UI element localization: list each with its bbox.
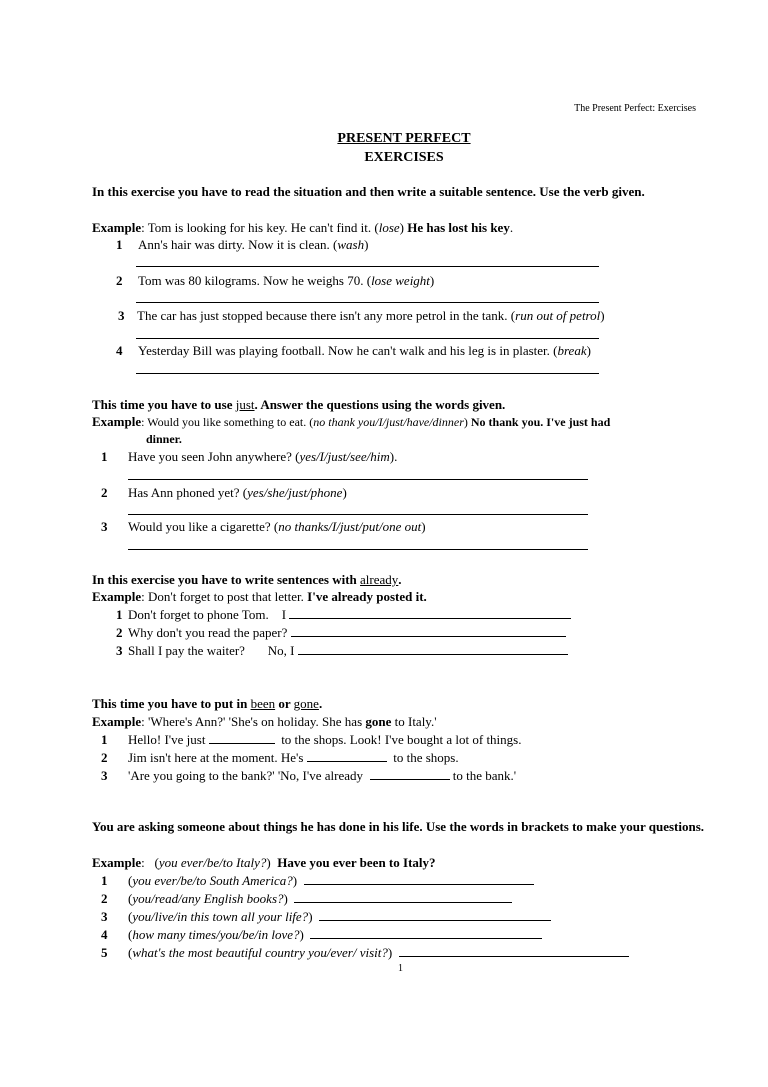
example-text: : 'Where's Ann?' 'She's on holiday. She has (141, 714, 366, 729)
instr-word: already (360, 572, 399, 587)
item-number: 3 (118, 308, 125, 323)
item-text: to the bank.' (449, 768, 517, 783)
page-number: 1 (398, 963, 403, 974)
answer-line[interactable] (136, 338, 599, 339)
answer-blank[interactable] (289, 606, 571, 619)
item-number: 5 (101, 945, 108, 960)
item-number: 3 (101, 519, 108, 534)
example-verb: lose (378, 220, 400, 235)
item-words: no thanks/I/just/put/one out (278, 519, 422, 534)
answer-blank[interactable] (319, 908, 551, 921)
s5-item-3: 3 (you/live/in this town all your life?) (101, 908, 551, 926)
example-close: ) (266, 855, 278, 870)
item-text: Don't forget to phone Tom. I (128, 607, 290, 622)
answer-line[interactable] (136, 302, 599, 303)
answer-blank[interactable] (370, 767, 450, 780)
item-close: ) (600, 308, 605, 323)
answer-blank[interactable] (304, 872, 534, 885)
s1-item-1 (116, 236, 368, 254)
item-number: 3 (101, 909, 108, 924)
item-text: Tom was 80 kilograms. Now he weighs 70. ( (138, 273, 372, 288)
s5-example (92, 854, 436, 872)
answer-blank[interactable] (294, 890, 512, 903)
s4-instruction (92, 695, 322, 713)
item-verb: break (557, 343, 587, 358)
item-words: yes/she/just/phone (247, 485, 343, 500)
s5-item-4: 4 (how many times/you/be/in love?) (101, 926, 542, 944)
s5-item-1: 1 (you ever/be/to South America?) (101, 872, 534, 890)
s4-item-1 (101, 731, 521, 749)
answer-blank[interactable] (310, 926, 542, 939)
answer-blank[interactable] (399, 944, 629, 957)
item-number: 1 (101, 873, 108, 888)
example-answer: Have you ever been to Italy? (277, 855, 436, 870)
item-number: 4 (101, 927, 108, 942)
answer-blank[interactable] (291, 624, 566, 637)
answer-line[interactable] (128, 549, 588, 550)
item-text: Ann's hair was dirty. Now it is clean. ( (138, 237, 338, 252)
s3-item-3 (116, 642, 568, 660)
instr-text: This time you have to put in (92, 696, 251, 711)
example-words: you ever/be/to Italy? (158, 855, 267, 870)
example-label: Example (92, 414, 142, 429)
example-text: : Tom is looking for his key. He can't find it. ( (141, 220, 379, 235)
s3-example (92, 588, 427, 606)
s2-instruction (92, 396, 505, 414)
item-close: ) (421, 519, 426, 534)
item-text: Would you like a cigarette? ( (128, 519, 279, 534)
example-close: ) (463, 415, 471, 429)
item-words: you/live/in this town all your life? (132, 909, 309, 924)
item-number: 1 (101, 449, 108, 464)
item-words: you/read/any English books? (132, 891, 284, 906)
answer-line[interactable] (136, 373, 599, 374)
item-close: ) (586, 343, 591, 358)
example-answer: I've already posted it. (307, 589, 427, 604)
instr-text: . (318, 696, 323, 711)
item-words: what's the most beautiful country you/ever/ visit? (132, 945, 388, 960)
s1-instruction: In this exercise you have to read the situation and then write a suitable sentence. Use the verb given. (92, 184, 645, 199)
s3-instruction (92, 571, 402, 589)
instr-text: In this exercise you have to write sentences with (92, 572, 361, 587)
example-words: no thank you/I/just/have/dinner (313, 415, 464, 429)
answer-blank[interactable] (298, 642, 568, 655)
item-verb: wash (337, 237, 365, 252)
instr-text: . Answer the questions using the words given. (254, 397, 506, 412)
s5-item-5: 5 (what's the most beautiful country you/ever/ visit?) (101, 944, 629, 962)
answer-line[interactable] (128, 479, 588, 480)
example-answer: He has lost his key (407, 220, 510, 235)
item-number: 3 (116, 643, 123, 658)
s2-item-2 (101, 484, 347, 502)
answer-line[interactable] (128, 514, 588, 515)
running-header: The Present Perfect: Exercises (574, 103, 696, 114)
item-close: ) (364, 237, 369, 252)
instr-text: . (398, 572, 402, 587)
item-text: to the shops. (386, 750, 459, 765)
item-words: yes/I/just/see/him (299, 449, 390, 464)
example-text: : ( (141, 855, 159, 870)
item-text: Jim isn't here at the moment. He's (128, 750, 307, 765)
instr-word: gone (293, 696, 319, 711)
item-text: Have you seen John anywhere? ( (128, 449, 300, 464)
item-text: Yesterday Bill was playing football. Now he can't walk and his leg is in plaster. ( (138, 343, 558, 358)
item-number: 1 (116, 237, 123, 252)
item-verb: run out of petrol (515, 308, 601, 323)
s1-item-3 (118, 307, 605, 325)
answer-line[interactable] (136, 266, 599, 267)
answer-blank[interactable] (209, 731, 275, 744)
item-number: 2 (116, 273, 123, 288)
item-number: 4 (116, 343, 123, 358)
item-number: 2 (116, 625, 123, 640)
item-text: The car has just stopped because there isn't any more petrol in the tank. ( (137, 308, 516, 323)
s4-item-3 (101, 767, 516, 785)
item-number: 3 (101, 768, 108, 783)
item-text: Why don't you read the paper? (128, 625, 291, 640)
s3-item-2 (116, 624, 566, 642)
example-answer: gone (365, 714, 392, 729)
example-end: to Italy.' (391, 714, 437, 729)
item-text: Shall I pay the waiter? No, I (128, 643, 298, 658)
s5-instruction: You are asking someone about things he has done in his life. Use the words in brackets to make your questions. (92, 819, 705, 834)
item-close: ). (389, 449, 398, 464)
item-number: 1 (116, 607, 123, 622)
instr-word: just (235, 397, 255, 412)
example-text: : Would you like something to eat. ( (141, 415, 314, 429)
s4-example (92, 713, 437, 731)
page-title: PRESENT PERFECT (337, 131, 471, 146)
s5-item-2: 2 (you/read/any English books?) (101, 890, 512, 908)
s2-example-answer-end: dinner. (146, 432, 182, 446)
example-text: : Don't forget to post that letter. (141, 589, 308, 604)
item-text: to the shops. Look! I've bought a lot of things. (274, 732, 522, 747)
item-close: ) (342, 485, 347, 500)
item-words: you ever/be/to South America? (132, 873, 293, 888)
s2-example (92, 413, 715, 431)
s4-item-2 (101, 749, 459, 767)
example-answer: No thank you. I've just had (470, 415, 611, 429)
s2-item-3 (101, 518, 426, 536)
example-end: . (509, 220, 514, 235)
item-words: how many times/you/be/in love? (132, 927, 300, 942)
item-text: Hello! I've just (128, 732, 209, 747)
example-label: Example (92, 589, 142, 604)
answer-blank[interactable] (307, 749, 387, 762)
item-text: 'Are you going to the bank?' 'No, I've already (128, 768, 370, 783)
page-subtitle: EXERCISES (364, 150, 444, 165)
item-number: 2 (101, 750, 108, 765)
example-label: Example (92, 855, 142, 870)
example-label: Example (92, 220, 142, 235)
instr-text: This time you have to use (92, 397, 236, 412)
s2-item-1 (101, 448, 397, 466)
item-text: Has Ann phoned yet? ( (128, 485, 248, 500)
item-close: ) (429, 273, 435, 288)
instr-text: or (275, 696, 294, 711)
item-number: 1 (101, 732, 108, 747)
s1-example (92, 219, 513, 237)
item-verb: lose weight (371, 273, 430, 288)
item-number: 2 (101, 891, 108, 906)
instr-word: been (250, 696, 276, 711)
s1-item-2 (116, 272, 434, 290)
s1-item-4 (116, 342, 591, 360)
example-close: ) (399, 220, 408, 235)
example-label: Example (92, 714, 142, 729)
item-number: 2 (101, 485, 108, 500)
s3-item-1 (116, 606, 571, 624)
